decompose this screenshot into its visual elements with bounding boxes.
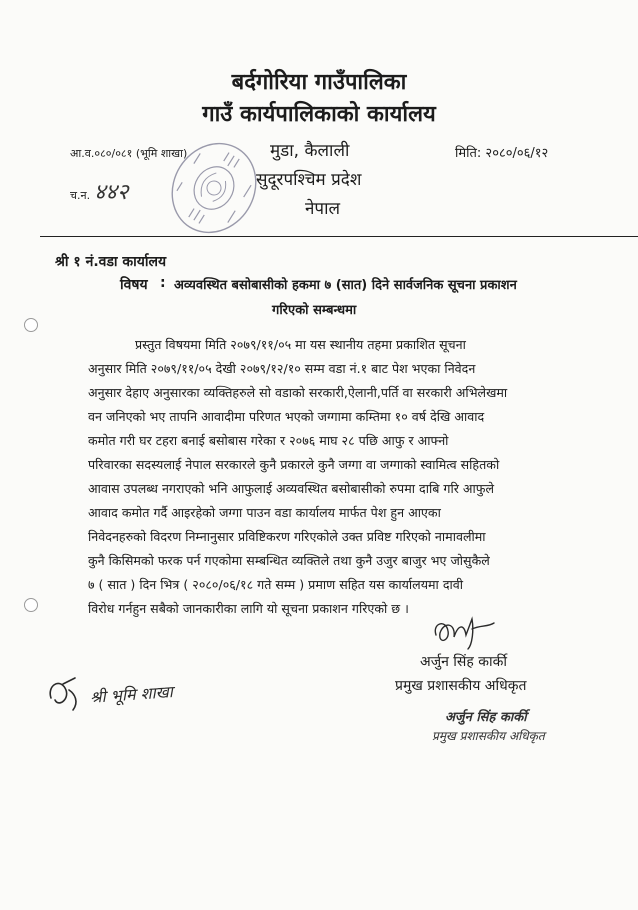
- subject-label: विषय: [120, 277, 148, 293]
- address-line3: नेपाल: [305, 199, 341, 219]
- subject-line2: गरिएको सम्बन्धमा: [272, 303, 357, 318]
- signatory-stamp-title: प्रमुख प्रशासकीय अधिकृत: [432, 729, 545, 743]
- body-line: वन जनिएको भए तापनि आवादीमा परिणत भएको जग्गामा कम्तिमा १० वर्ष देखि आवाद: [88, 409, 485, 424]
- recipient-line: श्री १ नं.वडा कार्यालय: [55, 254, 167, 270]
- body-line: अनुसार देहाए अनुसारका व्यक्तिहरुले सो वडाको सरकारी,ऐलानी,पर्ति वा सरकारी अभिलेखमा: [88, 385, 508, 400]
- punch-hole: [24, 598, 38, 612]
- office-seal-stamp: [162, 142, 267, 234]
- signatory-name: अर्जुन सिंह कार्की: [420, 654, 508, 670]
- body-line: कमोत गरी घर टहरा बनाई बसोबास गरेका र २०७६ माघ २८ पछि आफु र आफ्नो: [88, 433, 449, 448]
- reference-number: आ.व.०८०/०८१ (भूमि शाखा): [70, 147, 188, 160]
- org-title-line1: बर्दगोरिया गाउँपालिका: [231, 70, 407, 95]
- body-line: कुनै किसिमको फरक पर्न गएकोमा सम्बन्धित व्यक्तिले तथा कुनै उजुर बाजुर भए जोसुकैले: [88, 553, 490, 568]
- body-line: अनुसार मिति २०७९/११/०५ देखी २०७९/१२/१० सम्म वडा नं.१ बाट पेश भएका निवेदन: [88, 361, 476, 376]
- address-line1: मुडा, कैलाली: [270, 141, 350, 161]
- body-line: प्रस्तुत विषयमा मिति २०७९/११/०५ मा यस स्थानीय तहमा प्रकाशित सूचना: [135, 337, 466, 352]
- signature-scribble: [428, 611, 498, 653]
- signatory-title: प्रमुख प्रशासकीय अधिकृत: [395, 678, 527, 694]
- body-line: ७ ( सात ) दिन भित्र ( २०८०/०६/१८ गते सम्म ) प्रमाण सहित यस कार्यालयमा दावी: [88, 577, 464, 592]
- dispatch-value: ४४२: [94, 180, 129, 205]
- org-title-line2: गाउँ कार्यपालिकाको कार्यालय: [202, 102, 436, 127]
- header-divider: [40, 236, 638, 237]
- body-line: आवाद कमोत गर्दै आइरहेको जग्गा पाउन वडा कार्यालय मार्फत पेश हुन आएका: [88, 505, 441, 520]
- subject-separator: :: [160, 275, 166, 291]
- dispatch-number: [70, 176, 128, 206]
- letter-date: मिति: २०८०/०६/१२: [455, 146, 549, 161]
- address-line2: सुदूरपश्चिम प्रदेश: [256, 170, 362, 190]
- punch-hole: [24, 318, 38, 332]
- body-line: परिवारका सदस्यलाई नेपाल सरकारले कुनै प्रकारले कुनै जग्गा वा जग्गाको स्वामित्व सहितको: [88, 457, 500, 472]
- subject-line1: अव्यवस्थित बसोबासीको हकमा ७ (सात) दिने सार्वजनिक सूचना प्रकाशन: [174, 278, 517, 293]
- signatory-stamp-name: अर्जुन सिंह कार्की: [445, 710, 527, 725]
- body-line: आवास उपलब्ध नगराएको भनि आफुलाई अव्यवस्थित बसोबासीको रुपमा दाबि गरि आफुले: [88, 481, 495, 496]
- dispatch-label: च.न.: [70, 189, 91, 202]
- body-line: विरोध गर्नहुन सबैको जानकारीका लागि यो सूचना प्रकाशन गरिएको छ ।: [88, 601, 409, 616]
- body-line: निवेदनहरुको विदरण निम्नानुसार प्रविष्टिकरण गरिएकोले उक्त प्रविष्ट गरिएको नामावलीमा: [88, 529, 486, 544]
- handwritten-note: श्री भूमि शाखा: [89, 682, 174, 707]
